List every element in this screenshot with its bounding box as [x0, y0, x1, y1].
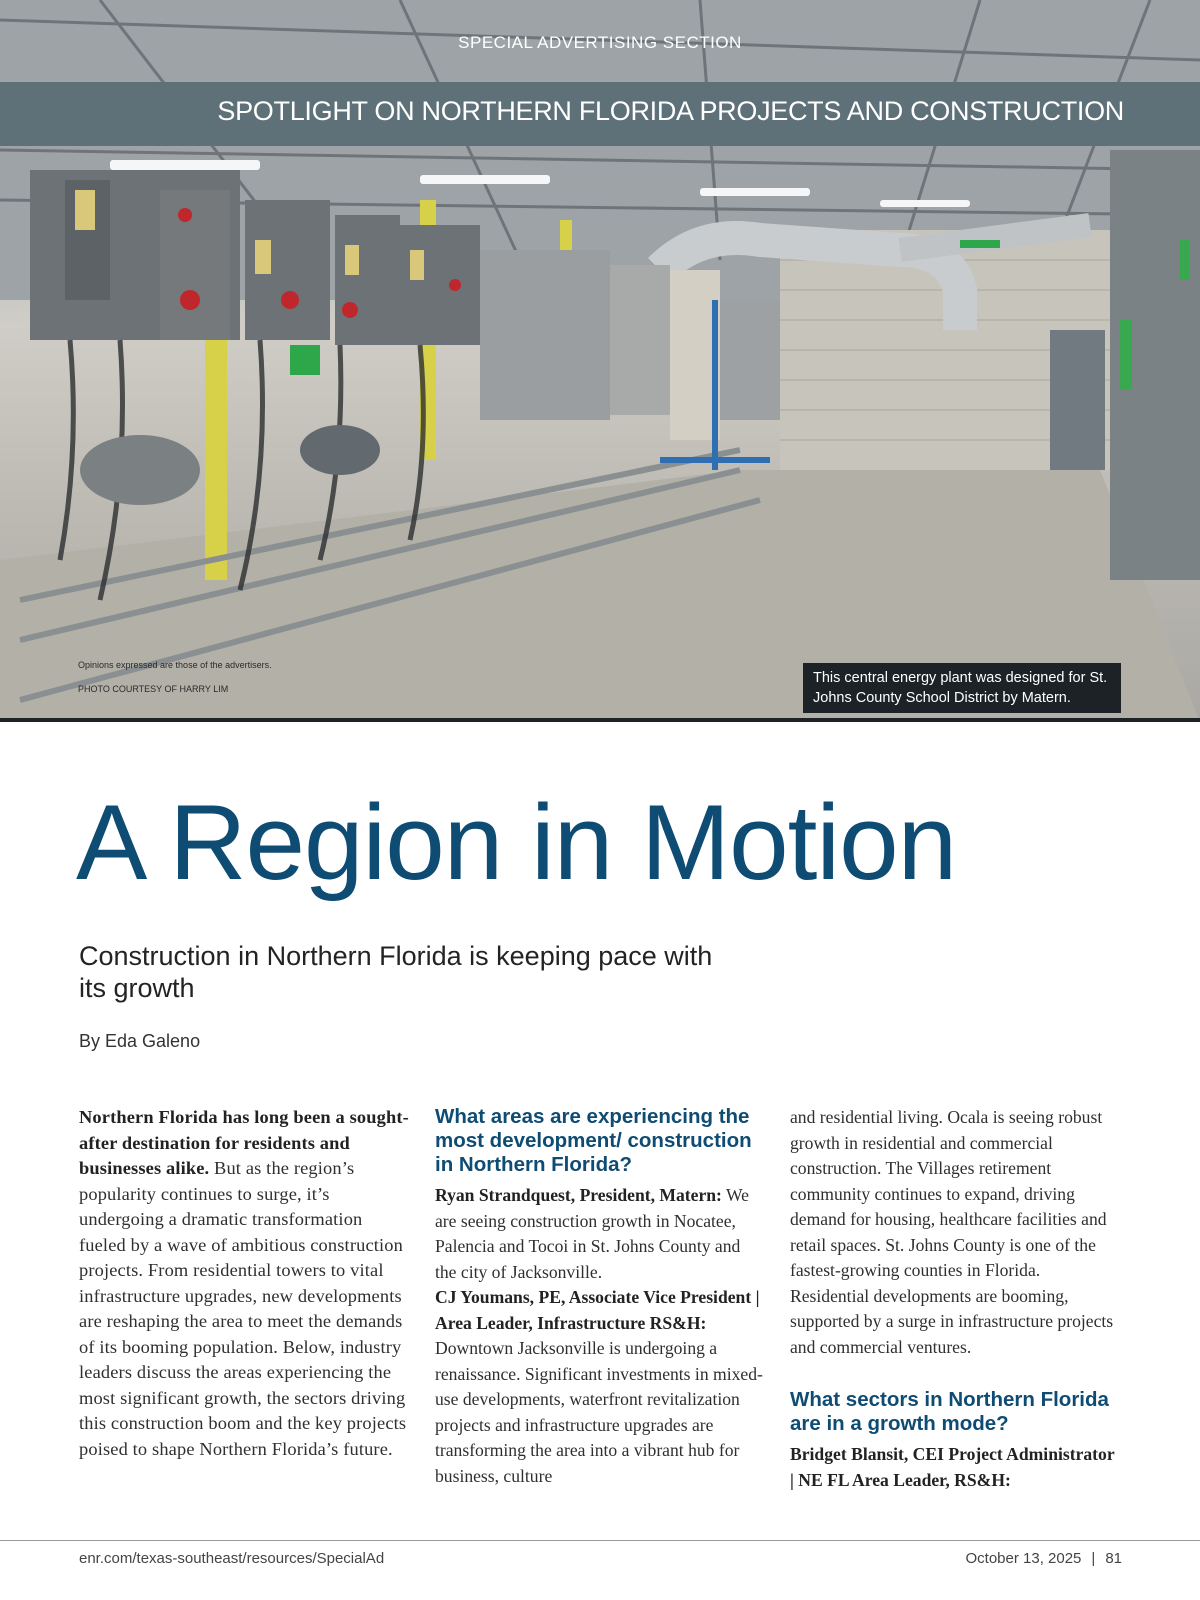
- column-2: [435, 1105, 765, 1489]
- column-1: [79, 1105, 409, 1462]
- footer-url[interactable]: enr.com/texas-southeast/resources/SpecialAd: [79, 1550, 385, 1567]
- photo-caption: This central energy plant was designed for St. Johns County School District by Matern.: [803, 663, 1121, 713]
- article-subhead: Construction in Northern Florida is keeping pace with its growth: [79, 941, 713, 1003]
- photo-credit: PHOTO COURTESY OF HARRY LIM: [78, 684, 229, 694]
- answer-strandquest: [435, 1183, 765, 1285]
- hero-photo: [0, 0, 1200, 722]
- intro-body: But as the region’s popularity continues to surge, it’s undergoing a dramatic transformation fueled by a wave of ambitious construction projects. From residential towers to vital infrastructure upgrades, new developments are reshaping the area to meet the demands of its booming population. Below, industry leaders discuss the areas experiencing the most significant growth, the sectors driving this construction boom and the key projects poised to shape Northern Florida’s future.: [79, 1158, 407, 1459]
- spotlight-banner: [0, 82, 1200, 146]
- article-byline: By Eda Galeno: [79, 1031, 201, 1051]
- spotlight-banner-text: SPOTLIGHT ON NORTHERN FLORIDA PROJECTS AND CONSTRUCTION: [217, 96, 1124, 126]
- speaker-blansit: Bridget Blansit, CEI Project Administrator | NE FL Area Leader, RS&H:: [790, 1444, 1115, 1490]
- speaker-strandquest: Ryan Strandquest, President, Matern:: [435, 1185, 722, 1205]
- footer-date: October 13, 2025: [965, 1550, 1082, 1567]
- advertiser-disclaimer: Opinions expressed are those of the advertisers.: [78, 660, 272, 670]
- question-1-heading: What areas are experiencing the most development/ construction in Northern Florida?: [435, 1105, 752, 1176]
- answer-youmans-continued: and residential living. Ocala is seeing robust growth in residential and commercial construction. The Villages retirement community continues to expand, driving demand for housing, healthcare facilities and retail spaces. St. Johns County is one of the fastest-growing counties in Florida. Residential developments are booming, supported by a surge in infrastructure projects and commercial ventures.: [790, 1107, 1114, 1357]
- intro-lead: Northern Florida has long been a sought-after destination for residents and businesses alike.: [79, 1107, 409, 1178]
- special-advertising-label: SPECIAL ADVERTISING SECTION: [458, 33, 742, 52]
- footer-separator: |: [1091, 1550, 1096, 1567]
- question-2-heading: What sectors in Northern Florida are in a growth mode?: [790, 1388, 1109, 1435]
- footer-date-page: [965, 1550, 1122, 1567]
- page-number: 81: [1105, 1550, 1122, 1567]
- intro-paragraph: [79, 1105, 409, 1462]
- answer-youmans-text: Downtown Jacksonville is undergoing a renaissance. Significant investments in mixed-use developments, waterfront revitalization projects and infrastructure upgrades are transforming the area into a vibrant hub for business, culture: [435, 1338, 763, 1486]
- article-headline: A Region in Motion: [76, 782, 957, 902]
- column-3: [790, 1105, 1120, 1493]
- footer-rule: [0, 1540, 1200, 1541]
- photo-bottom-rule: [0, 718, 1200, 722]
- answer-strandquest-text: We are seeing construction growth in Nocatee, Palencia and Tocoi in St. Johns County and the city of Jacksonville.: [435, 1185, 749, 1282]
- answer-blansit: [790, 1442, 1120, 1493]
- answer-youmans: [435, 1285, 765, 1489]
- speaker-youmans: CJ Youmans, PE, Associate Vice President | Area Leader, Infrastructure RS&H:: [435, 1287, 760, 1333]
